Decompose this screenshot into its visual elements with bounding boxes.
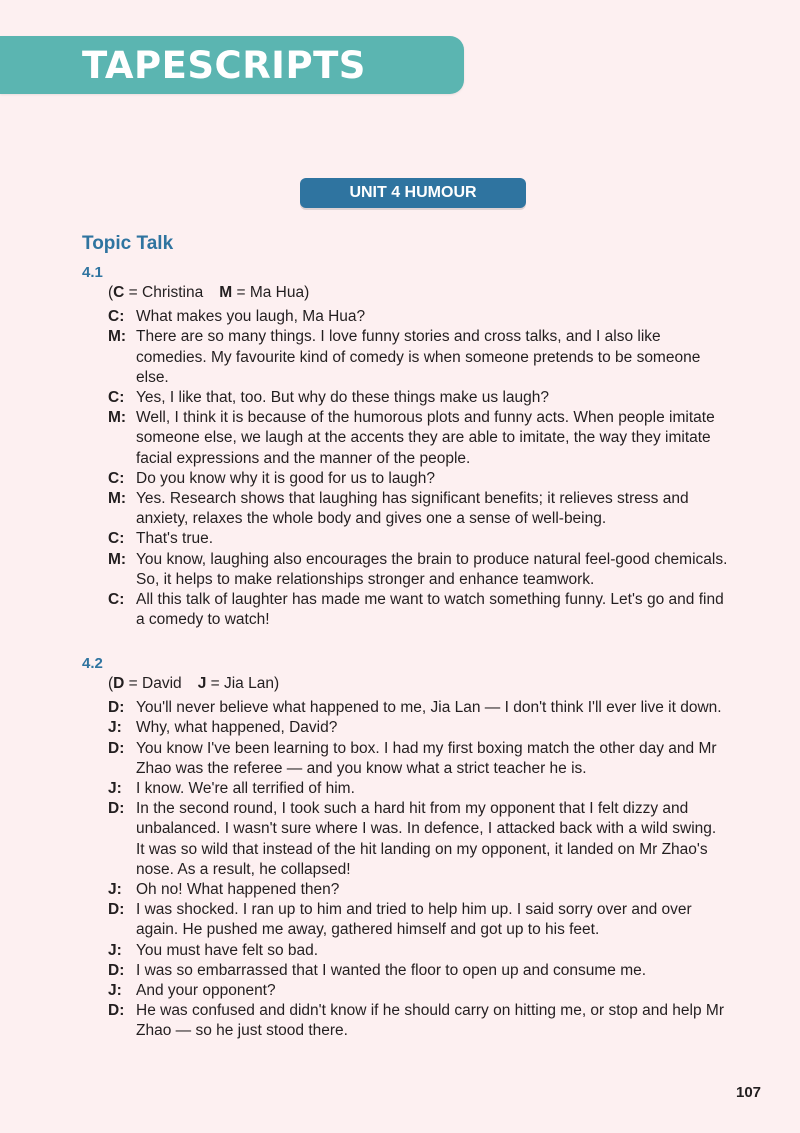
dialogue-text: Yes, I like that, too. But why do these things make us laugh? — [136, 389, 550, 406]
dialogue-line — [108, 529, 728, 549]
dialogue-line — [108, 327, 728, 388]
cast-key: D — [113, 675, 125, 692]
dialogue-line — [108, 388, 728, 408]
cast-key: M — [219, 284, 233, 301]
dialogue-4-2 — [108, 674, 728, 1042]
dialogue-text: Oh no! What happened then? — [136, 881, 340, 899]
dialogue-text: Yes. Research shows that laughing has significant benefits; it relieves stress and anxiety, relaxes the whole body and gives one a sense of well-being. — [136, 490, 689, 528]
dialogue-line — [108, 880, 728, 900]
dialogue-line — [108, 779, 728, 799]
cast-key: C — [113, 284, 125, 301]
speaker-label: D: — [108, 901, 125, 919]
dialogue-line — [108, 961, 728, 981]
speaker-label: M: — [108, 490, 127, 508]
dialogue-text: He was confused and didn't know if he should carry on hitting me, or stop and help Mr Zhao — so he just stood there. — [136, 1002, 724, 1040]
dialogue-4-1 — [108, 283, 728, 630]
dialogue-line — [108, 941, 728, 961]
dialogue-text: And your opponent? — [136, 982, 276, 1000]
dialogue-text: You must have felt so bad. — [136, 941, 319, 959]
cast-name: Christina — [142, 284, 204, 301]
dialogue-text: I know. We're all terrified of him. — [136, 780, 355, 797]
speaker-label: C: — [108, 530, 125, 548]
dialogue-line — [108, 799, 728, 880]
dialogue-line — [108, 718, 728, 738]
dialogue-line — [108, 590, 728, 630]
speaker-label: J: — [108, 982, 122, 1000]
dialogue-line — [108, 550, 728, 590]
dialogue-text: In the second round, I took such a hard hit from my opponent that I felt dizzy and unbalanced. I wasn't sure where I was. In defence, I attacked back with a wild swing. It was so wild that instead of the hit landing on my opponent, it landed on Mr Zhao's nose. As a result, he collapsed! — [136, 800, 717, 878]
dialogue-text: All this talk of laughter has made me want to watch something funny. Let's go and find a comedy to watch! — [136, 591, 724, 629]
speaker-label: M: — [108, 328, 127, 346]
speaker-label: C: — [108, 469, 125, 487]
dialogue-text: That's true. — [136, 530, 214, 548]
speaker-label: M: — [108, 409, 127, 427]
dialogue-line — [108, 469, 728, 489]
dialogue-text: What makes you laugh, Ma Hua? — [136, 308, 366, 326]
cast-name: David — [142, 675, 182, 692]
dialogue-text: I was shocked. I ran up to him and tried to help him up. I said sorry over and over again. He pushed me away, gathered himself and got up to his feet. — [136, 901, 692, 939]
cast-name: Jia Lan — [223, 675, 274, 692]
cast-legend: (C = Christina M = Ma Hua) — [108, 284, 310, 301]
section-heading: Topic Talk — [82, 233, 174, 254]
track-label-4-2: 4.2 — [82, 655, 103, 672]
speaker-label: J: — [108, 941, 122, 959]
dialogue-line — [108, 698, 728, 718]
speaker-label: C: — [108, 308, 125, 326]
dialogue-line — [108, 739, 728, 779]
page-number: 107 — [736, 1084, 762, 1101]
cast-key: J — [197, 675, 207, 692]
speaker-label: M: — [108, 550, 127, 568]
speaker-label: J: — [108, 719, 122, 737]
speaker-label: C: — [108, 389, 125, 406]
speaker-label: D: — [108, 961, 125, 979]
page-title: TAPESCRIPTS — [82, 44, 366, 87]
dialogue-line — [108, 1001, 728, 1041]
dialogue-text: You know I've been learning to box. I had my first boxing match the other day and Mr Zhao was the referee — and you know what a strict teacher he is. — [136, 739, 717, 777]
dialogue-text: Do you know why it is good for us to laugh? — [136, 469, 435, 487]
speaker-label: J: — [108, 881, 122, 899]
dialogue-line — [108, 408, 728, 469]
dialogue-text: You know, laughing also encourages the brain to produce natural feel-good chemicals. So, it helps to make relationships stronger and enhance teamwork. — [136, 550, 728, 588]
dialogue-text: Why, what happened, David? — [136, 719, 338, 737]
cast-legend: (D = David J = Jia Lan) — [108, 675, 280, 692]
cast-name: Ma Hua — [249, 284, 305, 301]
speaker-label: D: — [108, 739, 125, 757]
speaker-label: D: — [108, 800, 125, 818]
track-label-4-1: 4.1 — [82, 264, 103, 281]
dialogue-line — [108, 981, 728, 1001]
dialogue-text: You'll never believe what happened to me, Jia Lan — I don't think I'll ever live it down. — [136, 699, 722, 717]
dialogue-text: There are so many things. I love funny stories and cross talks, and I also like comedies. My favourite kind of comedy is when someone pretends to be someone else. — [136, 328, 701, 386]
unit-badge: UNIT 4 HUMOUR — [300, 178, 526, 208]
dialogue-text: I was so embarrassed that I wanted the floor to open up and consume me. — [136, 961, 647, 979]
speaker-label: C: — [108, 591, 125, 609]
speaker-label: D: — [108, 699, 125, 717]
dialogue-line — [108, 307, 728, 327]
speaker-label: D: — [108, 1002, 125, 1020]
speaker-label: J: — [108, 780, 122, 797]
dialogue-text: Well, I think it is because of the humorous plots and funny acts. When people imitate someone else, we laugh at the accents they are able to imitate, the way they imitate facial expressions and the manner of the people. — [136, 409, 715, 467]
dialogue-line — [108, 489, 728, 529]
dialogue-line — [108, 900, 728, 940]
